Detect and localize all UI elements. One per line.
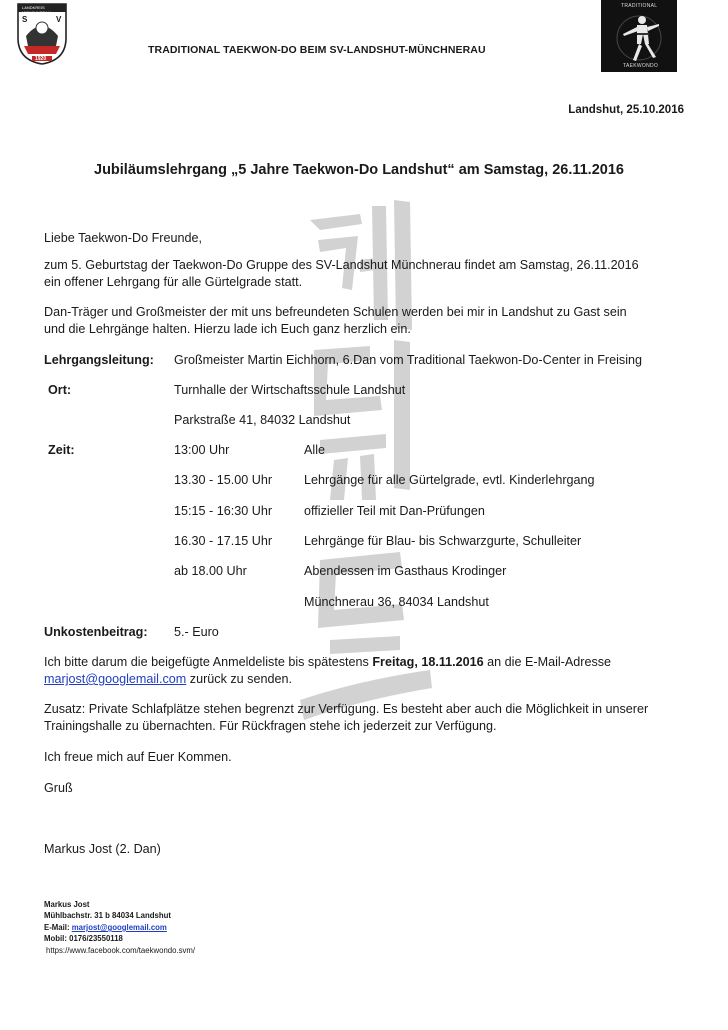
headline: Jubiläumslehrgang „5 Jahre Taekwon-Do Landshut“ am Samstag, 26.11.2016 [94, 162, 624, 178]
schedule-desc: Abendessen im Gasthaus Krodinger [304, 564, 507, 578]
ort-line-2: Parkstraße 41, 84032 Landshut [174, 413, 351, 427]
registration-line-2 [44, 670, 292, 688]
footer-facebook[interactable]: https://www.facebook.com/taekwondo.svm/ [46, 946, 196, 955]
taekwondo-logo [601, 0, 677, 72]
gruss-line: Gruß [44, 781, 73, 795]
fighter-icon [601, 0, 677, 72]
registration-text-pre: Ich bitte darum die beigefügte Anmeldeliste bis spätestens [44, 655, 369, 669]
tkd-logo-top-text: TRADITIONAL [621, 3, 658, 9]
leitung-value: Großmeister Martin Eichhorn, 6.Dan vom Traditional Taekwon-Do-Center in Freising [174, 353, 643, 367]
club-logo-s: S [22, 15, 28, 24]
schedule-time: 15:15 - 16:30 Uhr [174, 504, 273, 518]
schedule-time: 13:00 Uhr [174, 443, 230, 457]
footer-email-row [44, 922, 167, 933]
paragraph-1-line-2: ein offener Lehrgang für alle Gürtelgrade statt. [44, 275, 303, 289]
tkd-logo-bottom-text: TAEKWONDO [623, 63, 659, 69]
zusatz-line-1: Zusatz: Private Schlafplätze stehen begrenzt zur Verfügung. Es besteht aber auch die Möglichkeit in unserer [44, 702, 649, 716]
paragraph-2-line-2: und die Lehrgänge halten. Hierzu lade ich Euch ganz herzlich ein. [44, 322, 411, 336]
zeit-label: Zeit: [48, 443, 75, 457]
footer-mobil: Mobil: 0176/23550118 [44, 934, 123, 943]
footer-street: Mühlbachstr. 31 b 84034 Landshut [44, 911, 171, 920]
ort-label: Ort: [48, 383, 72, 397]
schedule-desc: Lehrgänge für alle Gürtelgrade, evtl. Kinderlehrgang [304, 473, 595, 487]
club-logo-top-text: LANDKREIS MÜNCHNERAU [22, 5, 51, 15]
registration-deadline: Freitag, 18.11.2016 [372, 655, 484, 669]
greeting: Liebe Taekwon-Do Freunde, [44, 231, 202, 245]
dinner-address: Münchnerau 36, 84034 Landshut [304, 595, 489, 609]
zusatz-line-2: Trainingshalle zu übernachten. Für Rückfragen stehe ich jederzeit zur Verfügung. [44, 719, 497, 733]
freue-line: Ich freue mich auf Euer Kommen. [44, 750, 232, 764]
paragraph-2-line-1: Dan-Träger und Großmeister der mit uns befreundeten Schulen werden bei mir in Landshut zu Gast sein [44, 305, 627, 319]
signature: Markus Jost (2. Dan) [44, 842, 161, 856]
fee-value: 5.- Euro [174, 625, 219, 639]
schedule-desc: offizieller Teil mit Dan-Prüfungen [304, 504, 485, 518]
organization-title: TRADITIONAL TAEKWON-DO BEIM SV-LANDSHUT-MÜNCHNERAU [148, 44, 486, 56]
leitung-label: Lehrgangsleitung: [44, 353, 154, 367]
schedule-time: ab 18.00 Uhr [174, 564, 247, 578]
schedule-desc: Lehrgänge für Blau- bis Schwarzgurte, Schulleiter [304, 534, 582, 548]
registration-return-text: zurück zu senden. [189, 672, 292, 686]
schedule-desc: Alle [304, 443, 325, 457]
paragraph-1-line-1: zum 5. Geburtstag der Taekwon-Do Gruppe des SV-Landshut Münchnerau findet am Samstag, 26.11.2016 [44, 258, 639, 272]
club-logo [16, 2, 68, 66]
registration-text-post: an die E-Mail-Adresse [487, 655, 612, 669]
registration-line-1 [44, 653, 611, 671]
club-logo-year: 1920 [35, 56, 47, 62]
footer-email-label: E-Mail: [44, 923, 70, 932]
footer-email-link[interactable]: marjost@googlemail.com [71, 923, 167, 932]
fee-label: Unkostenbeitrag: [44, 625, 148, 639]
place-date: Landshut, 25.10.2016 [568, 104, 684, 116]
schedule-time: 16.30 - 17.15 Uhr [174, 534, 273, 548]
schedule-time: 13.30 - 15.00 Uhr [174, 473, 273, 487]
club-logo-v: V [56, 15, 62, 24]
footer-name: Markus Jost [44, 900, 90, 909]
ort-line-1: Turnhalle der Wirtschaftsschule Landshut [174, 383, 406, 397]
email-link[interactable]: marjost@googlemail.com [44, 672, 187, 686]
